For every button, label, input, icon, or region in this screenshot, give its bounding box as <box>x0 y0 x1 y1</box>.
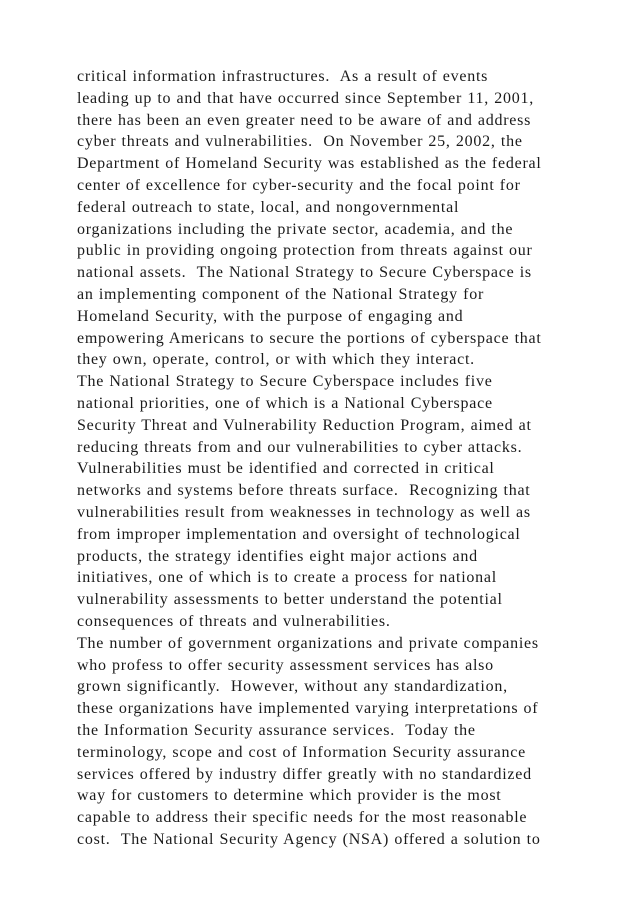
text-line: public in providing ongoing protection from threats against our <box>77 242 533 260</box>
text-line: grown significantly. However, without any standardization, <box>77 678 508 696</box>
text-line: networks and systems before threats surface. Recognizing that <box>77 482 531 500</box>
text-line: organizations including the private sector, academia, and the <box>77 220 514 238</box>
text-line: terminology, scope and cost of Information Security assurance <box>77 743 526 761</box>
text-line: national priorities, one of which is a National Cyberspace <box>77 394 493 412</box>
text-line: Department of Homeland Security was established as the federal <box>77 155 542 173</box>
text-line: who profess to offer security assessment services has also <box>77 656 494 674</box>
text-line: reducing threats from and our vulnerabilities to cyber attacks. <box>77 438 523 456</box>
text-line: the Information Security assurance services. Today the <box>77 721 476 739</box>
text-line: vulnerabilities result from weaknesses in technology as well as <box>77 503 531 521</box>
text-line: there has been an even greater need to be aware of and address <box>77 111 532 129</box>
text-line: federal outreach to state, local, and nongovernmental <box>77 198 460 216</box>
text-line: products, the strategy identifies eight major actions and <box>77 547 478 565</box>
text-line: initiatives, one of which is to create a process for national <box>77 569 497 587</box>
text-line: they own, operate, control, or with which they interact. <box>77 351 475 369</box>
text-line: an implementing component of the National Strategy for <box>77 285 485 303</box>
text-line: cost. The National Security Agency (NSA) offered a solution to <box>77 830 541 848</box>
text-line: critical information infrastructures. As a result of events <box>77 68 489 85</box>
text-line: national assets. The National Strategy to Secure Cyberspace is <box>77 264 532 282</box>
text-line: capable to address their specific needs for the most reasonable <box>77 809 528 827</box>
text-line: services offered by industry differ greatly with no standardized <box>77 765 532 783</box>
text-line: leading up to and that have occurred since September 11, 2001, <box>77 89 534 107</box>
text-line: center of excellence for cyber-security and the focal point for <box>77 176 521 194</box>
text-line: cyber threats and vulnerabilities. On November 25, 2002, the <box>77 133 523 151</box>
text-line: Homeland Security, with the purpose of engaging and <box>77 307 464 325</box>
text-line: The number of government organizations and private companies <box>77 634 539 652</box>
text-line: consequences of threats and vulnerabilities. <box>77 612 391 630</box>
body-text <box>77 66 617 851</box>
text-line: Security Threat and Vulnerability Reduction Program, aimed at <box>77 416 532 434</box>
text-line: these organizations have implemented varying interpretations of <box>77 700 539 718</box>
text-line: The National Strategy to Secure Cyberspace includes five <box>77 373 493 391</box>
text-line: vulnerability assessments to better understand the potential <box>77 591 503 609</box>
text-line: from improper implementation and oversight of technological <box>77 525 521 543</box>
text-line: empowering Americans to secure the portions of cyberspace that <box>77 329 542 347</box>
text-line: way for customers to determine which provider is the most <box>77 787 502 805</box>
text-line: Vulnerabilities must be identified and corrected in critical <box>77 460 495 478</box>
